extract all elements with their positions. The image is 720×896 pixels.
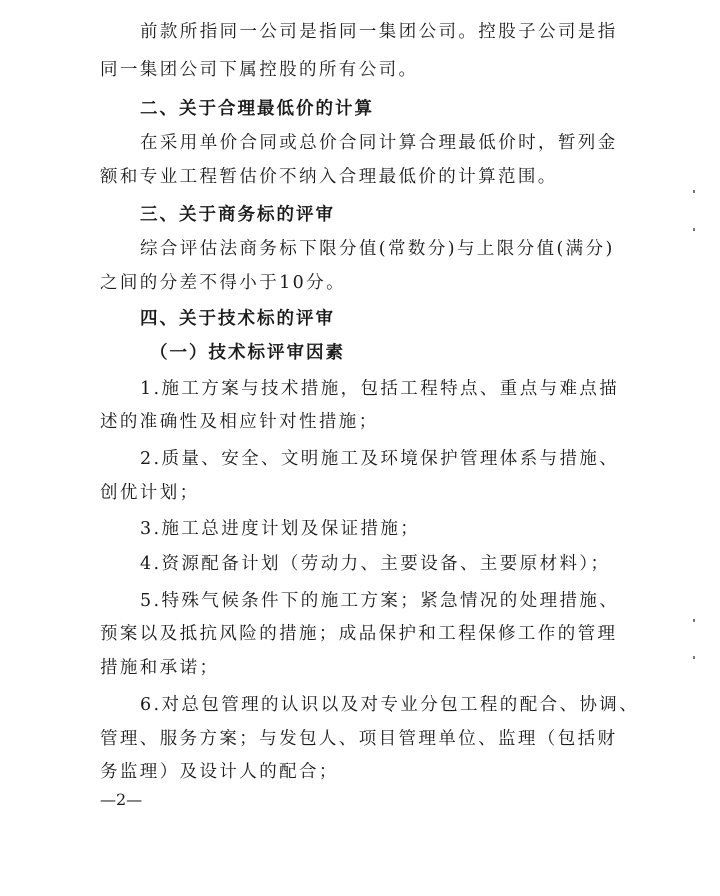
list-item-line: 措施和承诺； [100,658,220,678]
section-heading: 四、关于技术标的评审 [140,309,335,329]
subsection-heading: （一）技术标评审因素 [150,343,345,363]
page-number: —2— [100,790,143,809]
paragraph-line: 综合评估法商务标下限分值(常数分)与上限分值(满分) [140,239,615,259]
scan-speck [693,190,695,193]
paragraph-line: 同一集团公司下属控股的所有公司。 [100,60,419,80]
list-item-line: 4.资源配备计划（劳动力、主要设备、主要原材料）； [140,554,611,574]
section-heading: 三、关于商务标的评审 [140,205,335,225]
section-heading: 二、关于合理最低价的计算 [140,99,374,119]
scan-speck [693,656,695,659]
scan-speck [693,619,695,622]
list-item-line: 务监理）及设计人的配合； [100,762,339,782]
list-item-line: 5.特殊气候条件下的施工方案；紧急情况的处理措施、 [140,591,620,611]
paragraph-line: 在采用单价合同或总价合同计算合理最低价时，暂列金 [140,133,618,153]
list-item-line: 3.施工总进度计划及保证措施； [140,519,421,539]
list-item-line: 预案以及抵抗风险的措施；成品保护和工程保修工作的管理 [100,624,618,644]
list-item-line: 1.施工方案与技术措施，包括工程特点、重点与难点描 [140,379,620,399]
paragraph-line: 前款所指同一公司是指同一集团公司。控股子公司是指 [140,22,618,42]
list-item-line: 创优计划； [100,483,200,503]
list-item-line: 2.质量、安全、文明施工及环境保护管理体系与措施、 [140,449,620,469]
scan-speck [693,228,695,231]
paragraph-line: 额和专业工程暂估价不纳入合理最低价的计算范围。 [100,167,558,187]
list-item-line: 6.对总包管理的认识以及对专业分包工程的配合、协调、 [140,695,640,715]
paragraph-line: 之间的分差不得小于10分。 [100,273,346,293]
list-item-line: 述的准确性及相应针对性措施； [100,412,379,432]
list-item-line: 管理、服务方案；与发包人、项目管理单位、监理（包括财 [100,729,618,749]
